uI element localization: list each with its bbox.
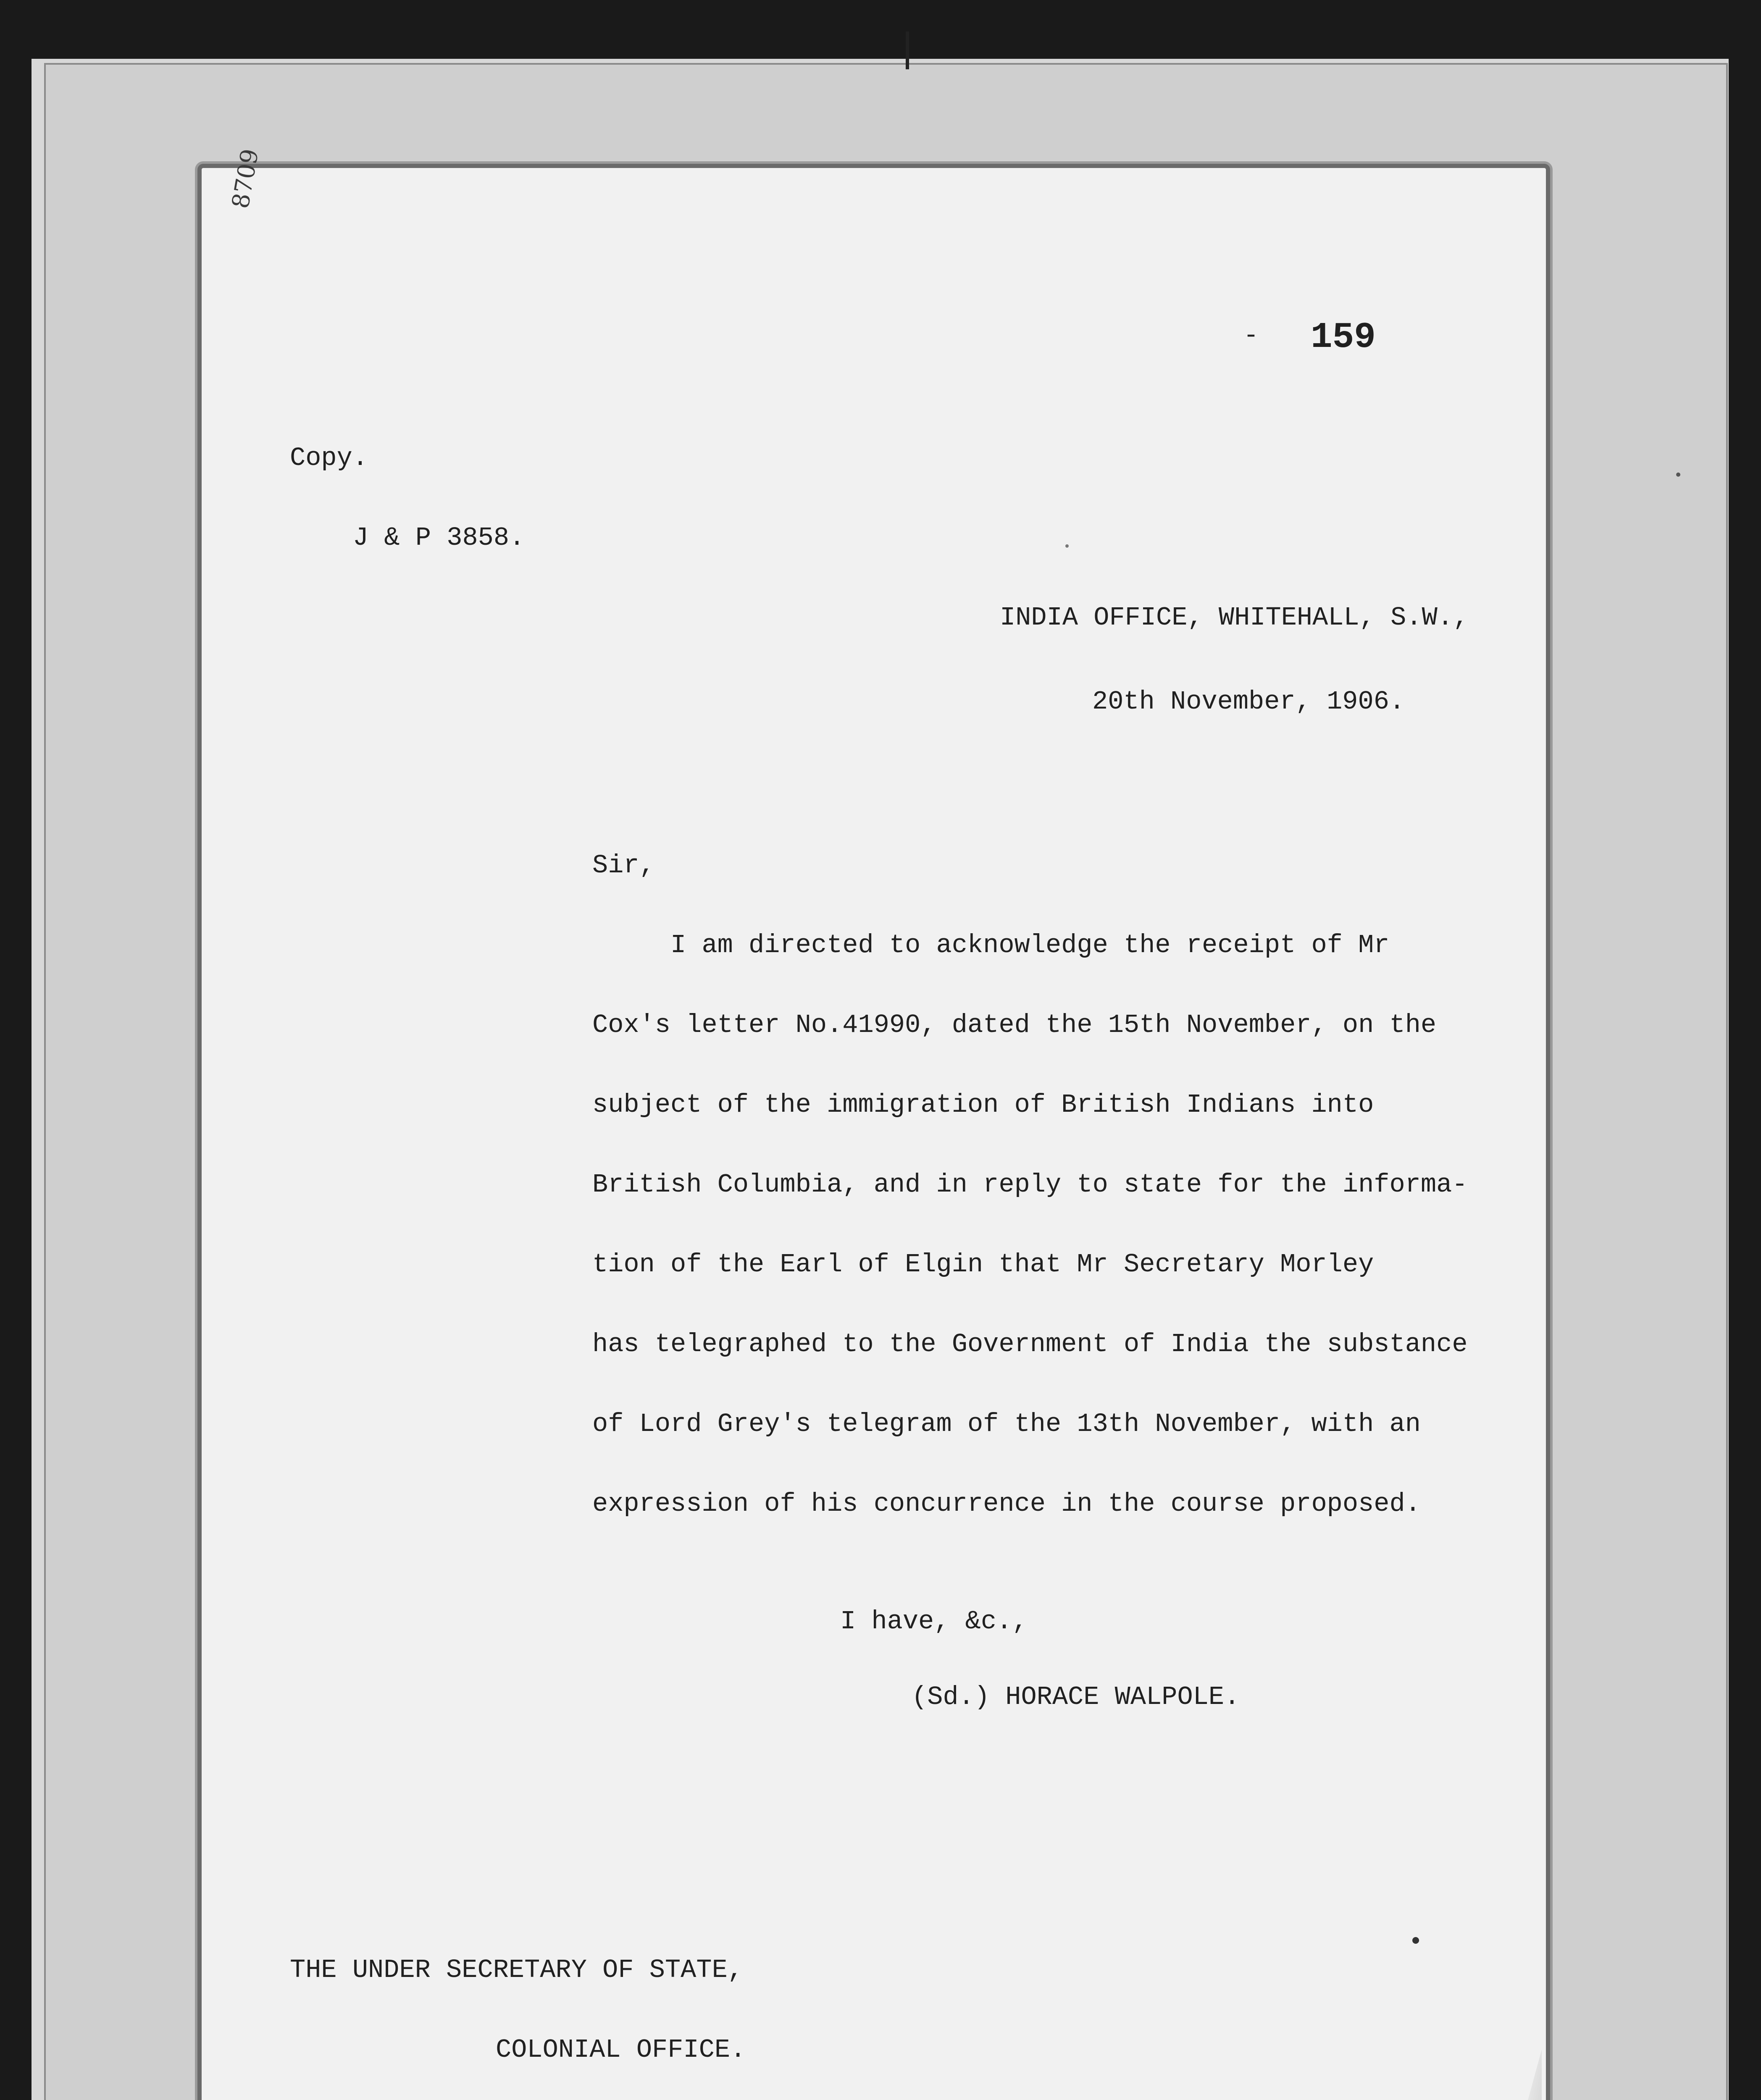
- copy-label: Copy.: [290, 443, 368, 473]
- body-line: subject of the immigration of British Indians into: [592, 1090, 1374, 1120]
- closing: I have, &c.,: [840, 1606, 1028, 1636]
- salutation: Sir,: [592, 850, 655, 880]
- signature: (Sd.) HORACE WALPOLE.: [912, 1682, 1240, 1712]
- body-line: has telegraphed to the Government of India the substance: [592, 1329, 1468, 1359]
- body-line: Cox's letter No.41990, dated the 15th November, on the: [592, 1010, 1437, 1040]
- page-number-mark: -: [1243, 322, 1259, 350]
- recipient-title: THE UNDER SECRETARY OF STATE,: [290, 1955, 743, 1985]
- pencil-note: 8709: [227, 147, 264, 211]
- sender-address: INDIA OFFICE, WHITEHALL, S.W.,: [1000, 603, 1469, 633]
- body-line: expression of his concurrence in the course proposed.: [592, 1489, 1421, 1519]
- body-line: I am directed to acknowledge the receipt of Mr: [592, 930, 1390, 960]
- body-line: British Columbia, and in reply to state for the informa-: [592, 1170, 1468, 1200]
- letter-date: 20th November, 1906.: [1092, 687, 1405, 717]
- reference-number: J & P 3858.: [353, 523, 525, 553]
- page-number: 159: [1311, 317, 1376, 358]
- recipient-office: COLONIAL OFFICE.: [496, 2035, 746, 2065]
- body-line: tion of the Earl of Elgin that Mr Secretary Morley: [592, 1250, 1374, 1279]
- body-line: of Lord Grey's telegram of the 13th November, with an: [592, 1409, 1421, 1439]
